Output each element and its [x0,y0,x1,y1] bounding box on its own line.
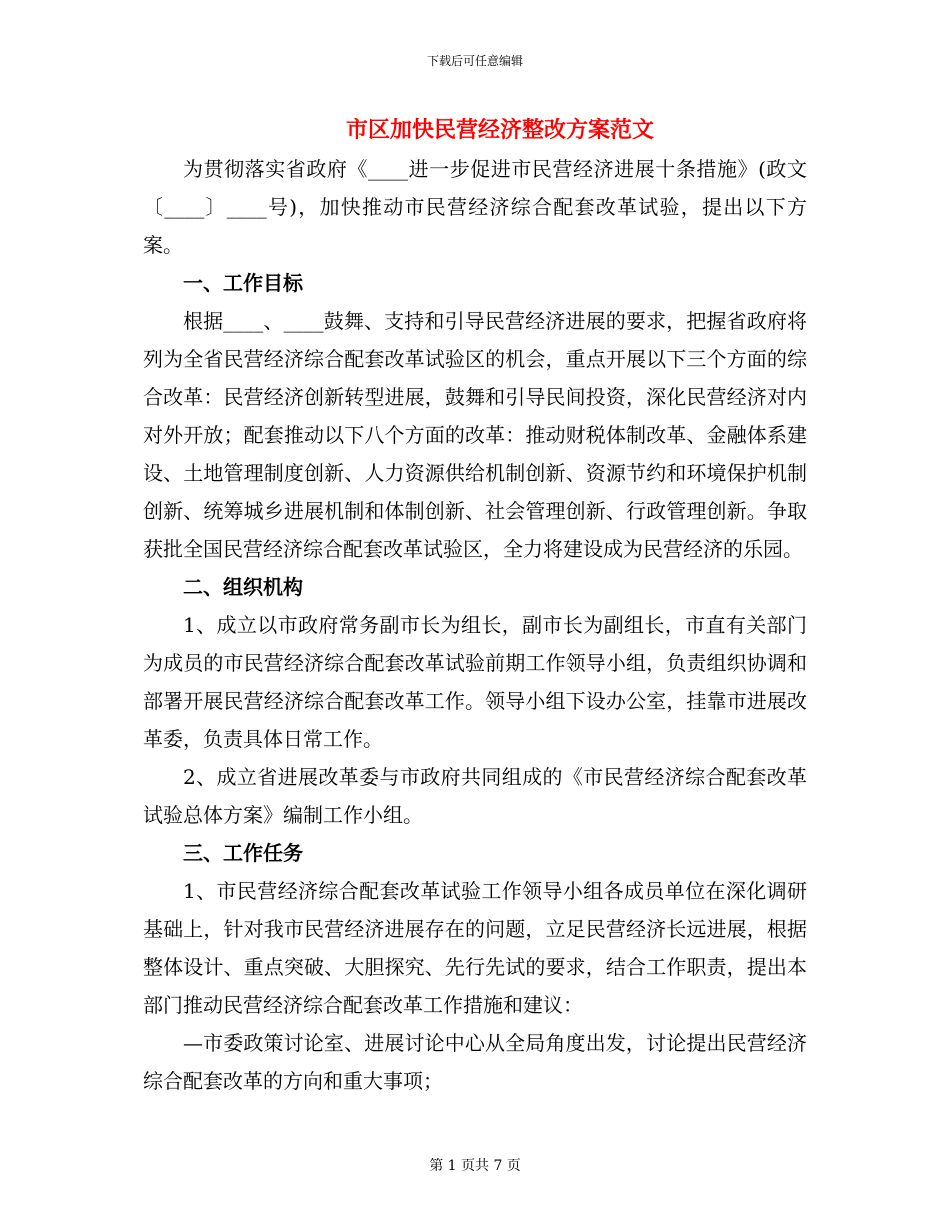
document-title: 市区加快民营经济整改方案范文 [345,117,654,143]
header-note: 下载后可任意编辑 [426,54,523,68]
section-heading-goals: 一、工作目标 [183,271,303,295]
document-body [143,150,807,1100]
section-heading-tasks: 三、工作任务 [183,841,303,865]
tasks-paragraph-2: —市委政策讨论室、进展讨论中心从全局角度出发，讨论提出民营经济综合配套改革的方向和重大事项； [143,1031,807,1093]
intro-paragraph: 为贯彻落实省政府《____进一步促进市民营经济进展十条措施》(政文〔____〕____号)，加快推动市民营经济综合配套改革试验，提出以下方案。 [143,157,807,257]
goals-paragraph: 根据____、____鼓舞、支持和引导民营经济进展的要求，把握省政府将列为全省民营经济综合配套改革试验区的机会，重点开展以下三个方面的综合改革：民营经济创新转型进展，鼓舞和引导民间投资，深化民营经济对内对外开放；配套推动以下八个方面的改革：推动财税体制改革、金融体系建设、土地管理制度创新、人力资源供给机制创新、资源节约和环境保护机制创新、统筹城乡进展机制和体制创新、社会管理创新、行政管理创新。争取获批全国民营经济综合配套改革试验区，全力将建设成为民营经济的乐园。 [143,309,807,561]
section-heading-organization: 二、组织机构 [183,575,303,599]
organization-paragraph-2: 2、成立省进展改革委与市政府共同组成的《市民营经济综合配套改革试验总体方案》编制工作小组。 [143,765,807,827]
page-number-footer: 第 1 页共 7 页 [429,1158,521,1174]
organization-paragraph-1: 1、成立以市政府常务副市长为组长，副市长为副组长，市直有关部门为成员的市民营经济综合配套改革试验前期工作领导小组，负责组织协调和部署开展民营经济综合配套改革工作。领导小组下设办公室，挂靠市进展改革委，负责具体日常工作。 [143,613,807,751]
tasks-paragraph-1: 1、市民营经济综合配套改革试验工作领导小组各成员单位在深化调研基础上，针对我市民营经济进展存在的问题，立足民营经济长远进展，根据整体设计、重点突破、大胆探究、先行先试的要求，结合工作职责，提出本部门推动民营经济综合配套改革工作措施和建议： [143,879,807,1017]
